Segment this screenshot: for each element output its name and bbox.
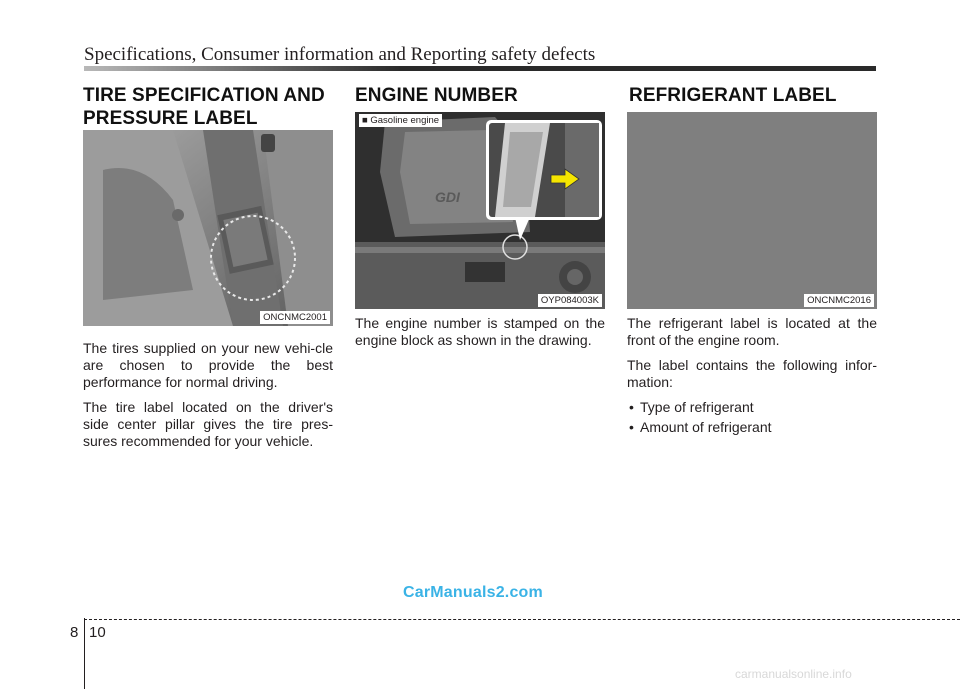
figure-code: ONCNMC2001 — [260, 311, 330, 324]
chapter-number: 8 — [70, 624, 79, 641]
site-watermark: carmanualsonline.info — [735, 667, 852, 681]
engine-illustration — [355, 112, 605, 309]
footer-vertical-rule — [84, 618, 85, 689]
list-item: • Amount of refrigerant — [627, 419, 877, 436]
refrigerant-figure — [627, 112, 877, 309]
section-refrigerant-label — [627, 84, 877, 439]
figure-code: OYP084003K — [538, 294, 602, 307]
paragraph: The refrigerant label is located at the front of the engine room. — [627, 315, 877, 348]
svg-text:GDI: GDI — [435, 189, 460, 205]
footer-divider — [84, 619, 960, 620]
paragraph: The engine number is stamped on the engine block as shown in the drawing. — [355, 315, 605, 348]
section-heading: TIRE SPECIFICATION AND PRESSURE LABEL — [83, 85, 325, 129]
paragraph: The label contains the following infor-mation: — [627, 357, 877, 390]
section-heading: REFRIGERANT LABEL — [629, 85, 837, 106]
paragraph: The tire label located on the driver's side center pillar gives the tire pres-sures recommended for your vehicle. — [83, 399, 333, 449]
watermark-link[interactable]: CarManuals2.com — [403, 584, 543, 601]
section-tire-label — [83, 84, 333, 458]
tire-label-figure — [83, 130, 333, 326]
section-heading: ENGINE NUMBER — [355, 85, 518, 106]
figure-caption: ■ Gasoline engine — [359, 114, 442, 127]
header-rule — [84, 66, 876, 71]
section-engine-number — [355, 84, 605, 357]
engine-figure — [355, 112, 605, 309]
header-title: Specifications, Consumer information and Reporting safety defects — [84, 44, 596, 65]
page-number: 10 — [89, 624, 106, 641]
figure-code: ONCNMC2016 — [804, 294, 874, 307]
paragraph: The tires supplied on your new vehi-cle are chosen to provide the best performance for normal driving. — [83, 340, 333, 390]
refrigerant-info-list — [627, 399, 877, 436]
door-pillar-illustration — [83, 130, 333, 326]
list-item: • Type of refrigerant — [627, 399, 877, 416]
